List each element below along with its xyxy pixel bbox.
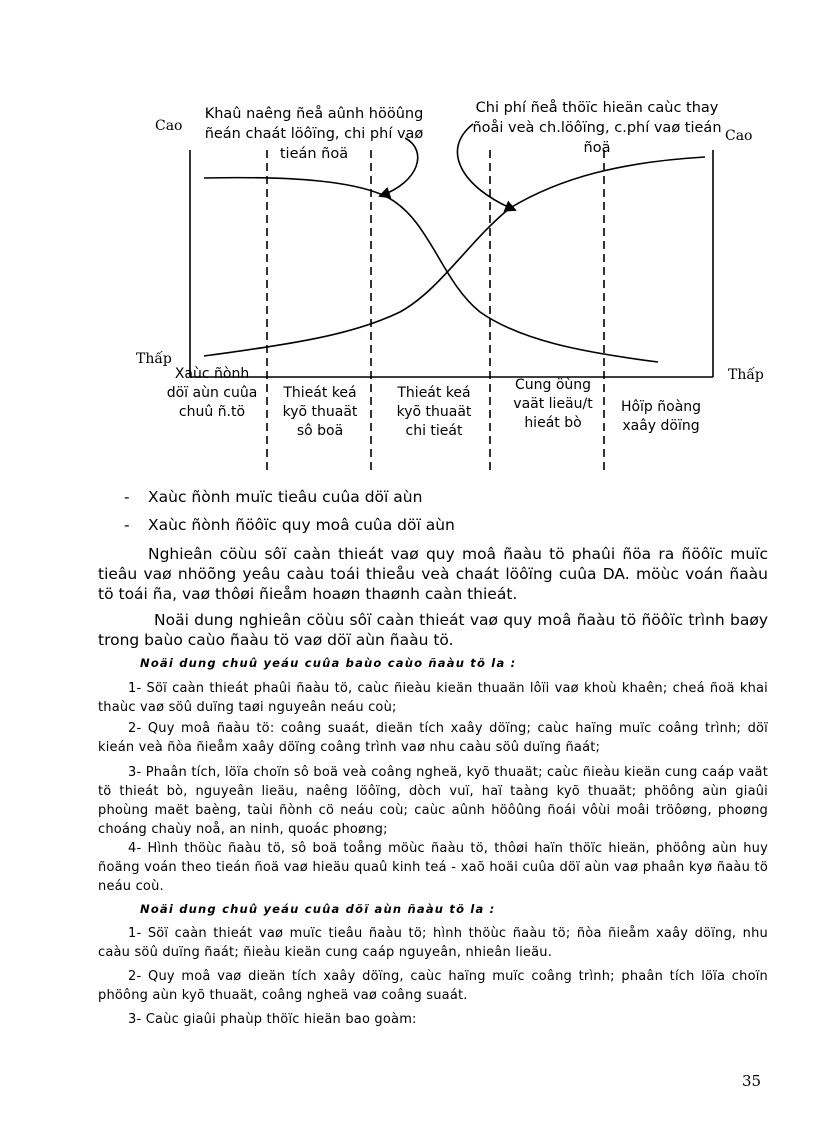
phase-label-3: Thieát keá kyõ thuaät chi tieát <box>396 385 472 439</box>
left-axis-low-label: Thấp <box>136 351 172 367</box>
list-item: 3- Phaân tích, löïa choïn sô boä veà coâng ngheä, kyõ thuaät; caùc ñieàu kieän cung caáp vaät tö thieát bò, nguyeân lieäu, naêng löôïng, dòch vuï, haï taàng kyõ thuaät; phöông aùn giaûi phoùng maët baèng, taùi ñònh cö neáu coù; caùc aûnh höôûng ñoái vôùi moâi tröôøng, phoøng choáng chaùy noå, an ninh, quoác phoøng; <box>98 765 768 837</box>
section-heading-report: Noäi dung chuû yeáu cuûa baùo caùo ñaàu tö la : <box>140 656 517 670</box>
influence-callout: Khaû naêng ñeå aûnh hööûng ñeán chaát löôïng, chi phí vaø tieán ñoä <box>204 106 424 162</box>
section-heading-project: Noäi dung chuû yeáu cuûa döï aùn ñaàu tö la : <box>140 902 496 916</box>
bullet-item: - Xaùc ñònh muïc tieâu cuûa döï aùn <box>124 488 423 506</box>
bullet-text: Xaùc ñònh muïc tieâu cuûa döï aùn <box>148 488 423 506</box>
page-number: 35 <box>742 1072 762 1090</box>
phase-label-4: Cung öùng vaät lieäu/thieát bò <box>513 377 593 431</box>
list-item: 4- Hình thöùc ñaàu tö, sô boä toång möùc ñaàu tö, thôøi haïn thöïc hieän, phöông aùn huy ñoäng voán theo tieán ñoä vaø hieäu quaû kinh teá - xaõ hoäi cuûa döï aùn vaø phaân kyø ñaàu tö neáu coù. <box>98 841 768 894</box>
list-item: 2- Quy moâ vaø dieän tích xaây döïng, caùc haïng muïc coâng trình; phaân tích löïa choïn phöông aùn kyõ thuaät, coâng ngheä vaø coâng suaát. <box>98 969 768 1003</box>
right-axis-high-label: Cao <box>725 128 753 144</box>
list-item: 2- Quy moâ ñaàu tö: coâng suaát, dieän tích xaây döïng; caùc haïng muïc coâng trình; döï kieán veà ñòa ñieåm xaây döïng coâng trình vaø nhu caàu söû duïng ñaát; <box>98 721 768 755</box>
phase-label-1: Xaùc ñònh döï aùn cuûa chuû ñ.tö <box>166 366 258 420</box>
bullet-text: Xaùc ñònh ñöôïc quy moâ cuûa döï aùn <box>148 516 455 534</box>
body-paragraph: Noäi dung nghieân cöùu sôï caàn thieát vaø quy moâ ñaàu tö ñöôïc trình baøy trong baùo caùo ñaàu tö vaø döï aùn ñaàu tö. <box>98 611 768 649</box>
body-paragraph: Nghieân cöùu sôï caàn thieát vaø quy moâ ñaàu tö phaûi ñöa ra ñöôïc muïc tieâu vaø nhöõng yeâu caàu toái thieåu veà chaát löôïng cuûa DA. möùc voán ñaàu tö toái ña, vaø thôøi ñieåm hoaøn thaønh caàn thieát. <box>98 545 768 603</box>
phase-label-2: Thieát keá kyõ thuaät sô boä <box>282 385 358 439</box>
influence-cost-diagram <box>0 0 816 480</box>
list-item: 1- Söï caàn thieát phaûi ñaàu tö, caùc ñieàu kieän thuaän lôïi vaø khoù khaên; cheá ñoä khai thaùc vaø söû duïng taøi nguyeân neáu coù; <box>98 681 768 715</box>
right-axis-low-label: Thấp <box>728 367 764 383</box>
list-item: 1- Söï caàn thieát vaø muïc tieâu ñaàu tö; hình thöùc ñaàu tö; ñòa ñieåm xaây döïng, nhu caàu söû duïng ñaát; ñieàu kieän cung caáp nguyeân, nhieân lieäu. <box>98 926 768 960</box>
change-cost-callout: Chi phí ñeå thöïc hieän caùc thay ñoåi veà ch.löôïng, c.phí vaø tieán ñoä <box>472 100 722 156</box>
bullet-item: - Xaùc ñònh ñöôïc quy moâ cuûa döï aùn <box>124 516 455 534</box>
list-item: 3- Caùc giaûi phaùp thöïc hieän bao goàm: <box>128 1012 417 1027</box>
left-axis-high-label: Cao <box>155 118 183 134</box>
change-cost-curve <box>204 157 705 356</box>
influence-curve <box>204 178 658 362</box>
phase-label-5: Hôïp ñoàng xaây döïng <box>620 399 702 434</box>
